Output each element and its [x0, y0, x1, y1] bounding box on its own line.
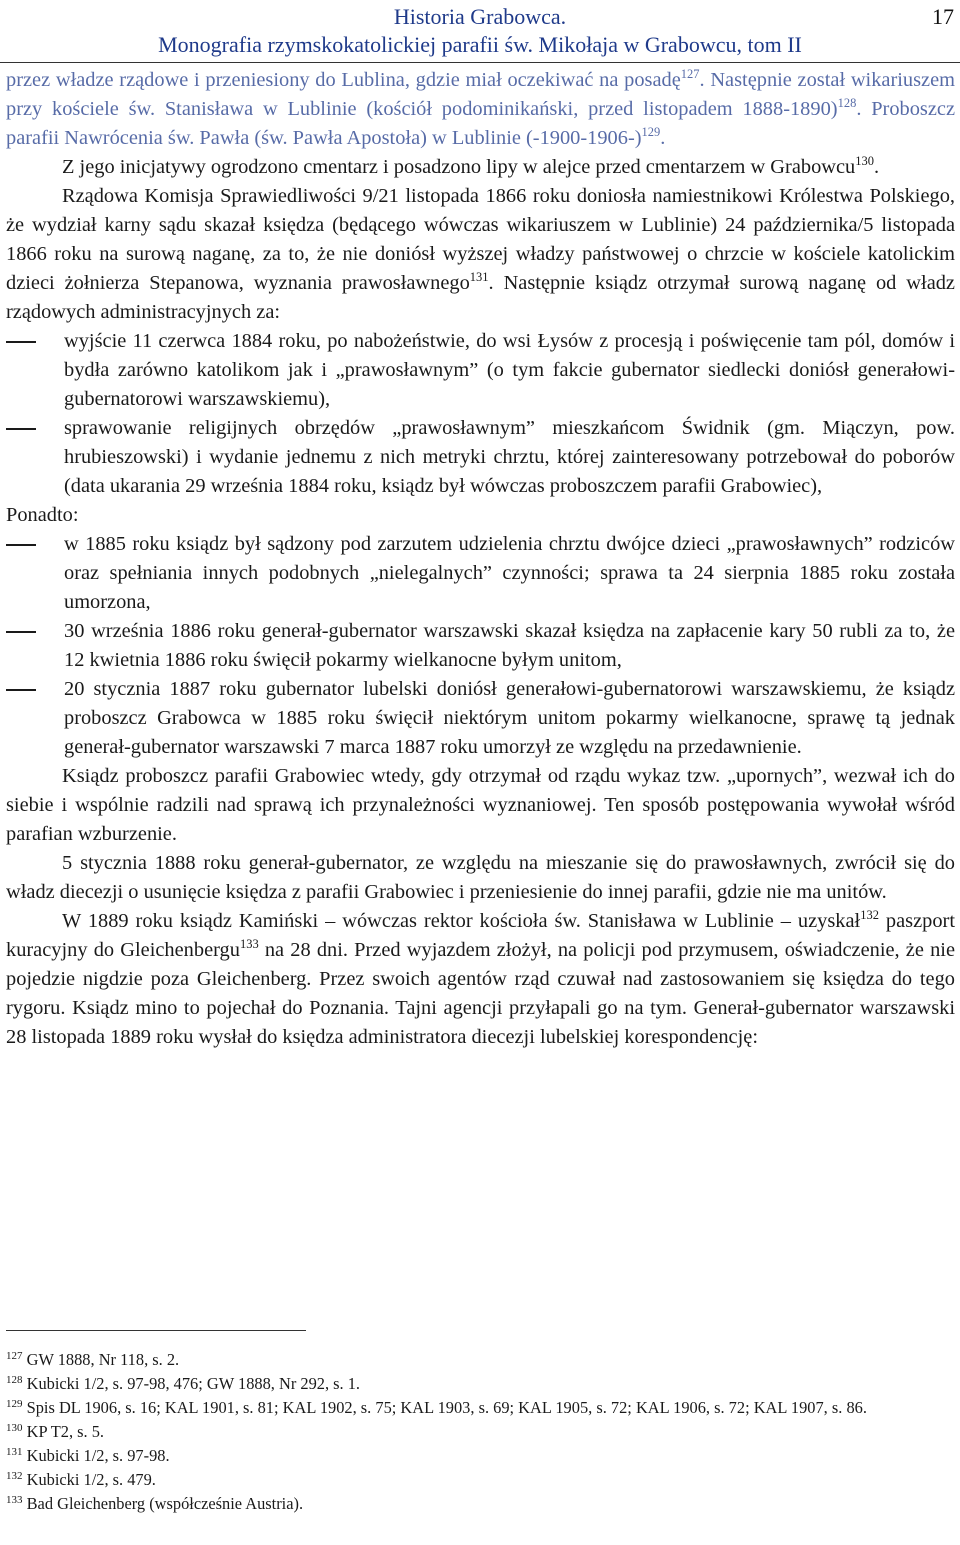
ponadto-label: Ponadto:	[6, 504, 79, 526]
footnote-ref-128[interactable]: 128	[837, 96, 857, 110]
footnote-133: $^{133}$ Bad Gleichenberg (współcześnie Austria).	[6, 1494, 304, 1513]
body-text	[6, 66, 955, 1052]
footnote-ref-131[interactable]: 131	[469, 270, 489, 284]
list-item: wyjście 11 czerwca 1884 roku, po nabożeństwie, do wsi Łysów z procesją i poświęcenie tam pól, domów i bydła zarówno katolikom jak i „prawosławnym” (o tym fakcie gubernator siedlecki doniósł generałowi-gubernatorowi warszawskiemu),	[6, 327, 955, 414]
paragraph-5: 5 stycznia 1888 roku generał-gubernator, ze względu na mieszanie się do prawosławnych, zwrócił się do władz diecezji o usunięcie księdza z parafii Grabowiec i przeniesienie do innej parafii, gdzie nie ma unitów.	[6, 852, 955, 903]
footnote-divider	[6, 1330, 306, 1331]
footnote-128: $^{128}$ Kubicki 1/2, s. 97-98, 476; GW 1888, Nr 292, s. 1.	[6, 1374, 361, 1393]
paragraph-6: W 1889 roku ksiądz Kamiński – wówczas rektor kościoła św. Stanisława w Lublinie – uzyskał$^{132}$ paszport kuracyjny do Gleichenbergu$^{133}$ na 28 dni. Przed wyjazdem złożył, na policji pod przymusem, oświadczenie, że nie pojedzie nigdzie poza Gleichenberg. Przez swoich agentów rząd czuwał nad zastosowaniem się księdza do tego rygoru. Ksiądz mino to pojechał do Poznania. Tajni agencji przyłapali go na tym. Generał-gubernator warszawski 28 listopada 1889 roku wysłał do księdza administratora diecezji lubelskiej korespondencję:	[6, 908, 955, 1048]
footnote-129: $^{129}$ Spis DL 1906, s. 16; KAL 1901, s. 81; KAL 1902, s. 75; KAL 1903, s. 69; KAL 1905, s. 72; KAL 1906, s. 72; KAL 1907, s. 86.	[6, 1398, 867, 1417]
penalty-list	[6, 327, 955, 501]
list-item: w 1885 roku ksiądz był sądzony pod zarzutem udzielenia chrztu dwójce dzieci „prawosławnych” rodziców oraz spełniania innych podobnych „nielegalnych” czynności; sprawa ta 24 sierpnia 1885 roku została umorzona,	[6, 530, 955, 617]
paragraph-2: Z jego inicjatywy ogrodzono cmentarz i posadzono lipy w alejce przed cmentarzem w Grabowcu$^{130}$.	[62, 154, 880, 178]
paragraph-3: Rządowa Komisja Sprawiedliwości 9/21 listopada 1866 roku doniosła namiestnikowi Królestwa Polskiego, że wydział karny sądu skazał księdza (będącego wówczas wikariuszem w Lublinie) 24 października/5 listopada 1866 roku na surową naganę, za to, że nie doniósł wyższej władzy państwowej o chrzcie w kościele katolickim dzieci żołnierza Stepanowa, wyznania prawosławnego$^{131}$. Następnie ksiądz otrzymał surową naganę od władz rządowych administracyjnych za:	[6, 185, 955, 323]
footnote-ref-130[interactable]: 130	[855, 154, 874, 168]
footnote-ref-133[interactable]: 133	[239, 937, 259, 951]
footnote-ref-129[interactable]: 129	[641, 125, 661, 139]
footnote-131: $^{131}$ Kubicki 1/2, s. 97-98.	[6, 1446, 170, 1465]
additional-list	[6, 530, 955, 762]
paragraph-4: Ksiądz proboszcz parafii Grabowiec wtedy, gdy otrzymał od rządu wykaz tzw. „upornych”, wezwał ich do siebie i wspólnie radzili nad sprawą ich przynależności wyznaniowej. Ten sposób postępowania wywołał wśród parafian wzburzenie.	[6, 765, 955, 845]
footnote-ref-132[interactable]: 132	[860, 908, 879, 922]
footnotes	[6, 1348, 955, 1516]
footnote-127: $^{127}$ GW 1888, Nr 118, s. 2.	[6, 1350, 180, 1369]
list-item: 20 stycznia 1887 roku gubernator lubelski doniósł generałowi-gubernatorowi warszawskiemu, że ksiądz proboszcz Grabowca w 1885 roku święcił niektórym unitom pokarmy wielkanocne, sprawę tą jednak generał-gubernator warszawski 7 marca 1887 roku umorzył ze względu na przedawnienie.	[6, 675, 955, 762]
list-item: 30 września 1886 roku generał-gubernator warszawski skazał księdza na zapłacenie kary 50 rubli za to, że 12 kwietnia 1886 roku święcił pokarmy wielkanocne byłym unitom,	[6, 617, 955, 675]
list-item: sprawowanie religijnych obrzędów „prawosławnym” mieszkańcom Świdnik (gm. Miączyn, pow. hrubieszowski) i wydanie jednemu z nich metryki chrztu, której zainteresowany potrzebował do poborów (data ukarania 29 września 1884 roku, ksiądz był wówczas proboszczem parafii Grabowiec),	[6, 414, 955, 501]
page-header	[0, 2, 960, 63]
paragraph-1: przez władze rządowe i przeniesiony do Lublina, gdzie miał oczekiwać na posadę$^{127}$. Następnie został wikariuszem przy kościele św. Stanisława w Lublinie (kościół podominikański, przed listopadem 1888-1890)$^{128}$. Proboszcz parafii Nawrócenia św. Pawła (św. Pawła Apostoła) w Lublinie $(-1900-1906-)^{129}$.	[6, 67, 956, 149]
footnote-ref-127[interactable]: 127	[680, 67, 700, 81]
footnote-130: $^{130}$ KP T2, s. 5.	[6, 1422, 105, 1441]
footnote-132: $^{132}$ Kubicki 1/2, s. 479.	[6, 1470, 156, 1489]
header-title: Historia Grabowca.	[393, 4, 567, 29]
header-subtitle: Monografia rzymskokatolickiej parafii św. Mikołaja w Grabowcu, tom II	[158, 32, 802, 57]
page-number: 17	[932, 4, 954, 29]
